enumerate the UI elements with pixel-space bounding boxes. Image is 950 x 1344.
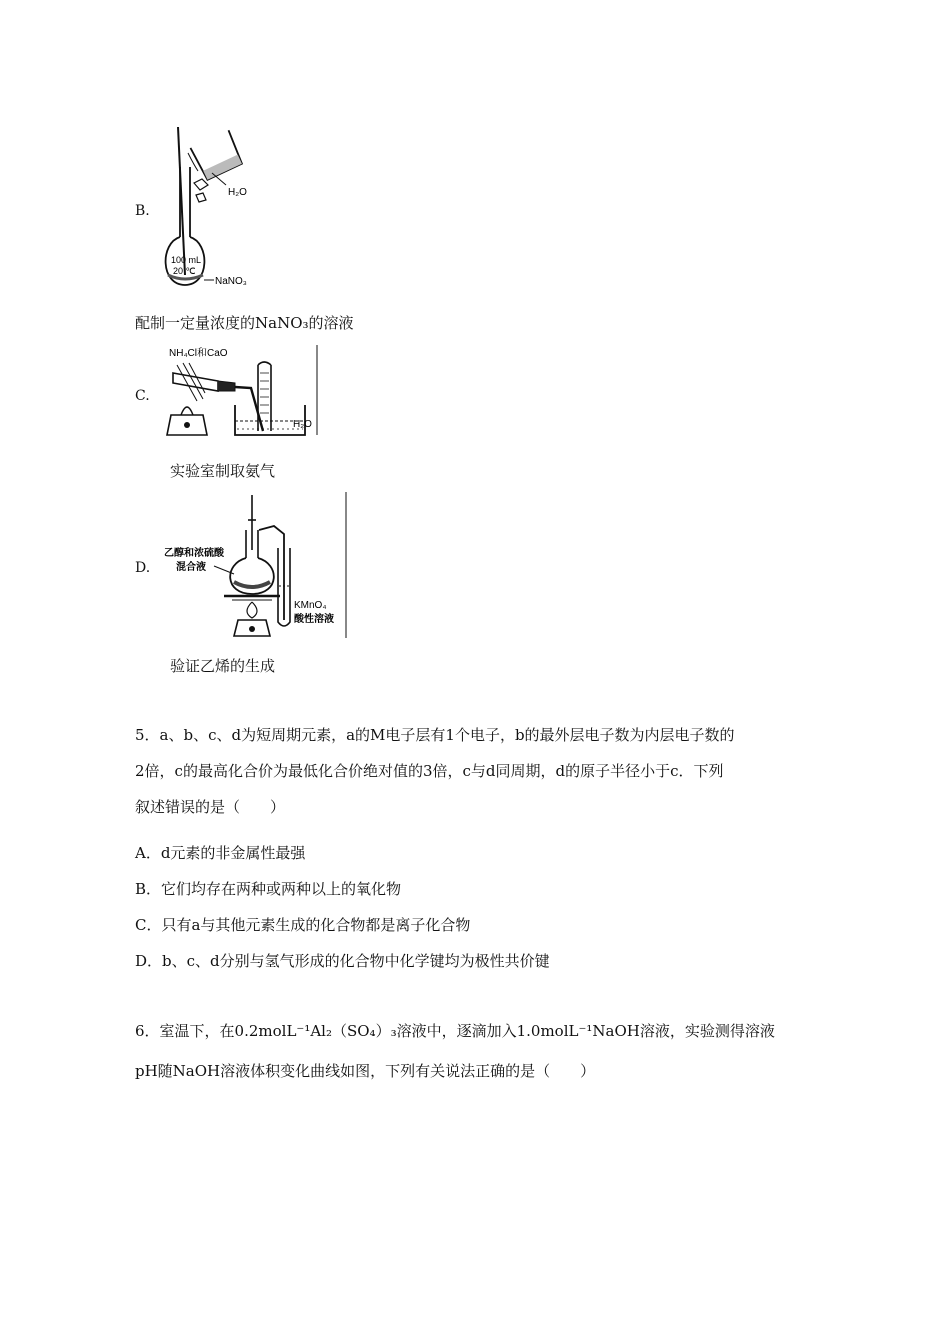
q6-stem-line-2: pH随NaOH溶液体积变化曲线如图，下列有关说法正确的是（ ） — [135, 1062, 596, 1080]
ammonia-apparatus-figure — [163, 343, 321, 438]
glass-rod — [178, 127, 185, 275]
q5-stem-line-2: 2倍，c的最高化合价为最低化合价绝对值的3倍，c与d同周期，d的原子半径小于c．下列 — [135, 762, 724, 780]
water-label: H₂O — [228, 187, 247, 198]
q5-stem-line-1: 5．a、b、c、d为短周期元素，a的M电子层有1个电子，b的最外层电子数为内层电子数的 — [135, 726, 735, 744]
option-c-letter: C. — [135, 388, 150, 404]
mixture-label-1: 乙醇和浓硫酸 — [164, 548, 224, 559]
option-c-caption: 实验室制取氨气 — [170, 462, 276, 480]
q5-option-b[interactable]: B．它们均存在两种或两种以上的氧化物 — [135, 880, 402, 898]
q5-option-c[interactable]: C．只有a与其他元素生成的化合物都是离子化合物 — [135, 916, 471, 934]
volumetric-flask-figure — [158, 125, 263, 290]
q6-stem-line-1: 6．室温下，在0.2molL⁻¹Al₂（SO₄）₃溶液中，逐滴加入1.0molL⁻¹NaOH溶液，实验测得溶液 — [135, 1022, 775, 1040]
beaker — [190, 130, 243, 180]
q5-stem-line-3: 叙述错误的是（ ） — [135, 798, 286, 816]
reagent-label-1: KMnO₄ — [294, 600, 327, 611]
flask-volume-label: 100 mL — [171, 255, 202, 265]
option-d-caption: 验证乙烯的生成 — [170, 657, 276, 675]
solute-label: NaNO₃ — [215, 276, 247, 287]
mixture-label-2: 混合液 — [176, 562, 206, 573]
flask-temp-label: 20 ℃ — [173, 266, 196, 276]
reagent-label-2: 酸性溶液 — [294, 614, 334, 625]
option-b-letter: B. — [135, 203, 150, 219]
q5-option-a[interactable]: A．d元素的非金属性最强 — [135, 844, 306, 862]
water-label: H₂O — [293, 419, 312, 430]
option-d-letter: D. — [135, 560, 151, 576]
reagent-label: NH₄Cl和CaO — [169, 348, 228, 359]
q5-option-d[interactable]: D．b、c、d分别与氢气形成的化合物中化学键均为极性共价键 — [135, 952, 550, 970]
option-b-caption: 配制一定量浓度的NaNO₃的溶液 — [135, 314, 354, 332]
ethylene-apparatus-figure — [162, 490, 350, 640]
